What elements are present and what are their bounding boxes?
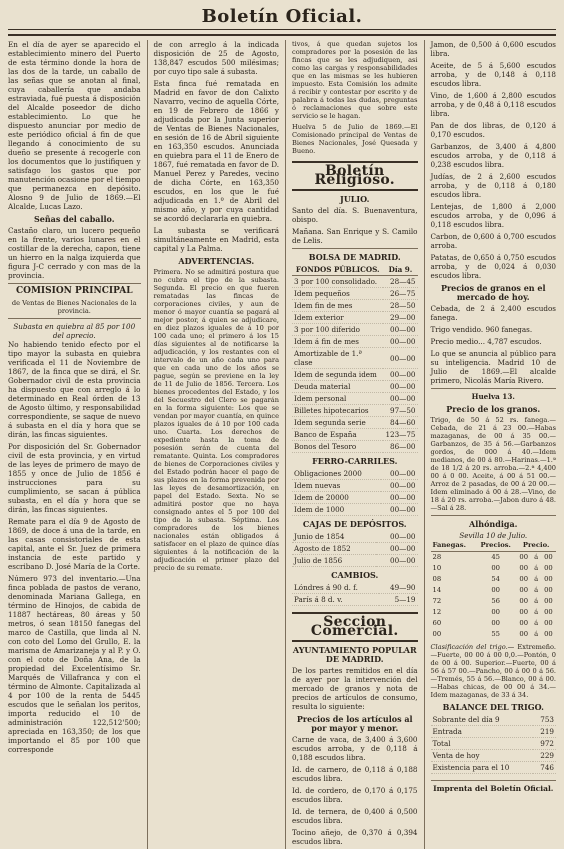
column-4 xyxy=(424,40,557,849)
table-row xyxy=(431,726,557,738)
trigo-title: Precio de los granos. xyxy=(446,404,541,414)
fondos-table xyxy=(292,264,418,453)
cell: 28 xyxy=(432,553,442,561)
price-line: Garbanzos, de 3,400 á 4,800 escudos arroba, y de 0,118 á 0,238 escudos libra. xyxy=(430,142,556,169)
divider xyxy=(8,318,141,319)
cell: 00 xyxy=(544,586,553,594)
cell: 29—00 xyxy=(383,312,417,324)
cell: 3 por 100 diferido xyxy=(292,324,383,336)
table-row xyxy=(292,417,418,429)
cell: Idem pequeños xyxy=(292,288,383,300)
price-line: Lentejas, de 1,800 á 2,000 escudos arroba, y de 0,096 á 0,118 escudos libra. xyxy=(430,202,556,229)
cell: 00 xyxy=(544,575,553,583)
table-row xyxy=(292,429,418,441)
cell: Bonos del Tesoro xyxy=(292,441,383,453)
alhondiga-title: Alhóndiga. xyxy=(469,519,518,529)
col2-p3: La subasta se verificará simultáneamente en Madrid, esta capital y La Palma. xyxy=(153,226,279,253)
cell: 60 xyxy=(432,619,442,627)
cell: Idem de 20000 xyxy=(292,492,381,504)
cell: 00—00 xyxy=(376,555,417,567)
col-head: Precio. xyxy=(516,540,556,552)
table-row xyxy=(431,563,557,574)
manana: Mañana. San Enrique y S. Camilo de Lelis. xyxy=(292,227,418,245)
cell: 84—60 xyxy=(383,417,417,429)
ferro-title: FERRO-CARRILES. xyxy=(312,456,398,466)
column-3 xyxy=(285,40,418,849)
cell: Idem segunda serie xyxy=(292,417,383,429)
price-line: Aceite, de 5 á 5,600 escudos arroba, y de 0,148 á 0,118 escudos libra. xyxy=(430,61,556,88)
price-line: Pan de dos libras, de 0,120 á 0,170 escudos. xyxy=(430,121,556,139)
cell: Amortizable de 1.ª clase xyxy=(292,348,383,369)
julio-title: JULIO. xyxy=(340,194,370,204)
clasificacion-title: Clasificación del trigo.— xyxy=(430,643,515,651)
col-head: Fanegas. xyxy=(431,540,476,552)
col2-p2: Esta finca fué rematada en Madrid en favor de don Calixto Navarro, vecino de aquella Córte, en 19 de Febrero de 1866 y adjudicada por la Junta superior de Ventas de Bienes Nacionales, en sesión de 16 de Abril siguiente en 163,350 escudos. Anunciada en quiebra para el 11 de Enero de 1867, fué rematada en favor de D. Manuel Perez y Paredes, vecino de dicha Córte, en 163,350 escudos, en los que le fué adjudicada en 1.º de Abril del mismo año, y por cuya cantidad se acordó declararla en quiebra. xyxy=(153,79,279,223)
cell: París á 8 d. v. xyxy=(292,594,379,606)
cell: 56 xyxy=(491,597,501,605)
comercial-box xyxy=(292,612,418,642)
cell: 746 xyxy=(533,762,556,774)
fondos-header-day: Día 9. xyxy=(383,264,417,276)
cell: 55 xyxy=(491,630,501,638)
cell: 753 xyxy=(533,714,556,726)
cell: 229 xyxy=(533,750,556,762)
cell: 00—00 xyxy=(383,336,417,348)
cell: 97—50 xyxy=(383,405,417,417)
table-row xyxy=(431,574,557,585)
comision-title: COMISION PRINCIPAL xyxy=(15,286,133,296)
cell: 00 xyxy=(544,564,553,572)
advertencias-body: Primera. No se admitirá postura que no cubra el tipo de la subasta. Segunda. El precio en que fueren rematadas las fincas de corporaciones civiles, y aun de menor ó mayor cuantía se pagará al mejor postor, á quien se adjudicare, en diez plazos iguales de á 10 por 100 cada uno; el primero á los 15 días siguientes al de notificarse la adjudicación, y los restantes con el intervalo de un año cada uno para que en cada uno de los años se pague, según se previene en la ley de 11 de Julio de 1856. Tercera. Los bienes procedentes del Estado, y los del Secuestro del Clero se pagarán en la forma siguiente: Los que se vendan por mayor cuantía, en quince plazos iguales de á 10 por 100 cada uno. Cuarta. Los derechos de expediente hasta la toma de posesión serán de cuenta del rematante. Quinta. Los compradores de bienes de Corporaciones civiles y del Estado podrán hacer el pago de sus plazos en la forma prevenida por las leyes de desamortización, en papel del Estado. Sexta. No se admitirá postor que no haya consignado antes el 5 por 100 del tipo de la subasta. Séptima. Los compradores de los bienes nacionales están obligados á satisfacer en el plazo de quince días siguientes á la notificación de la adjudicación el primer plazo del precio de su remate. xyxy=(153,268,279,572)
comision-subtitle: de Ventas de Bienes Nacionales de la provincia. xyxy=(11,299,137,315)
cell: Idem fin de mes xyxy=(292,300,383,312)
table-row xyxy=(292,468,418,480)
table-row xyxy=(292,594,418,606)
cell: á xyxy=(534,608,539,616)
cell: 00—00 xyxy=(383,324,417,336)
cell: 00 xyxy=(544,553,553,561)
balance-table xyxy=(431,714,557,774)
alhondiga-table xyxy=(431,540,557,640)
table-row xyxy=(292,543,418,555)
cell: Julio de 1856 xyxy=(292,555,376,567)
cell: á xyxy=(534,564,539,572)
cell: 00 xyxy=(491,619,501,627)
cell: Idem nuevas xyxy=(292,480,381,492)
cell: 86—00 xyxy=(383,441,417,453)
col2-p1: de con arreglo á la indicada disposición de 25 de Agosto, 138,847 escudos 500 milésimas; por cuyo tipo sale á subasta. xyxy=(153,40,279,76)
cell: 00 xyxy=(544,630,553,638)
cell: Idem exterior xyxy=(292,312,383,324)
cell: 00 xyxy=(519,553,529,561)
cell: á xyxy=(534,619,539,627)
advertencias-title: ADVERTENCIAS. xyxy=(178,256,255,266)
cell: 28—45 xyxy=(383,276,417,288)
table-row xyxy=(292,300,418,312)
cell: 00—00 xyxy=(381,492,418,504)
religioso-box xyxy=(292,161,418,191)
table-row xyxy=(292,393,418,405)
price-cordero: Id. de cordero, de 0,170 á 0,175 escudos libra. xyxy=(292,786,418,804)
cell: Junio de 1854 xyxy=(292,531,376,543)
clasificacion xyxy=(431,643,557,699)
cell: 14 xyxy=(432,586,442,594)
subasta-body-2: Por disposición del Sr. Gobernador civil de esta provincia, y en virtud de las leyes de primero de mayo de 1855 y once de Julio de 1856 é instrucciones para su cumplimiento, se sacan á pública subasta, en el día y hora que se dirán, las fincas siguientes. xyxy=(8,442,141,514)
cell: 72 xyxy=(432,597,442,605)
cell: Total xyxy=(431,738,534,750)
masthead xyxy=(8,6,556,36)
cambios-title: CAMBIOS. xyxy=(331,570,379,580)
table-row xyxy=(292,312,418,324)
col-head: Precios. xyxy=(475,540,516,552)
cell: Idem de segunda idem xyxy=(292,369,383,381)
price-carnero: Id. de carnero, de 0,118 á 0,188 escudos libra. xyxy=(292,765,418,783)
precio-medio: Precio medio... 4,787 escudos. xyxy=(430,337,542,346)
santo-del-dia: Santo del día. S. Buenaventura, obispo. xyxy=(292,206,418,224)
huelva-date: Huelva 13. xyxy=(471,392,515,401)
cell: Agosto de 1852 xyxy=(292,543,376,555)
cell: 00—00 xyxy=(376,543,417,555)
religioso-title: Boletín Religioso. xyxy=(314,163,395,188)
cell: 49—90 xyxy=(379,582,417,594)
cambios-table xyxy=(292,582,418,606)
cell: á xyxy=(534,630,539,638)
price-line: Patatas, de 0,650 á 0,750 escudos arroba, y de 0,024 á 0,030 escudos libra. xyxy=(430,253,556,280)
fondos-header-name: FONDOS PÚBLICOS. xyxy=(292,264,383,276)
trigo-vendido: Trigo vendido. 960 fanegas. xyxy=(430,325,533,334)
cell: á xyxy=(534,575,539,583)
cell: 00 xyxy=(544,619,553,627)
cell: Billetes hipotecarios xyxy=(292,405,383,417)
masthead-title: Boletín Oficial. xyxy=(201,6,363,27)
table-row xyxy=(292,288,418,300)
cell: 00 xyxy=(491,608,501,616)
cell: 00—00 xyxy=(383,369,417,381)
cell: 00 xyxy=(519,586,529,594)
cell: 00—00 xyxy=(376,531,417,543)
table-row xyxy=(431,596,557,607)
table-row xyxy=(431,607,557,618)
price-tocino: Tocino añejo, de 0,370 á 0,394 escudos libra. xyxy=(292,828,418,846)
cell: Existencia para el 10 xyxy=(431,762,534,774)
table-row xyxy=(292,369,418,381)
cebada-line: Cebada, de 2 á 2,400 escudos fanega. xyxy=(430,304,556,322)
ayto-title: AYUNTAMIENTO POPULAR DE MADRID. xyxy=(292,645,417,664)
table-row xyxy=(292,381,418,393)
cell: 5—19 xyxy=(379,594,417,606)
subasta-body-3: Remate para el día 9 de Agosto de 1869, de doce á una de la tarde, en las casas consistoriales de esta capital, ante el Sr. Juez de primera instancia de este partido y escribano D. José María de la Corte. xyxy=(8,517,141,571)
cell: Entrada xyxy=(431,726,534,738)
table-row xyxy=(292,480,418,492)
balance-title: BALANCE DEL TRIGO. xyxy=(442,702,544,712)
cell: á xyxy=(534,586,539,594)
notice-horse: En el día de ayer se aparecido el establecimiento minero del Puerto de esta término donde la hora de las dos de la tarde, un caballo de las señas que se anotan al final, cuya caballería que andaba estraviada, fué puesta á disposición del Alcalde poseedor de dicho establecimiento. Lo que he dispuesto anunciar por medio de este periódico oficial á fin de que llegando á conocimiento de su dueño se presente á recogerle con los documentos que lo justifiquen y satisfago los gastos que por manutención ocasione por el tiempo que permanezca en depósito. Alosno 9 de Julio de 1869.—El Alcalde, Lucas Lazo. xyxy=(8,40,141,211)
table-row xyxy=(292,276,418,288)
cell: 00 xyxy=(544,608,553,616)
ayto-text: De los partes remitidos en el día de ayer por la intervención del mercado de granos y nota de precios de artículos de consumo, resulta lo siguiente: xyxy=(292,666,418,711)
price-ternera: Id. de ternera, de 0,400 á 0,500 escudos libra. xyxy=(292,807,418,825)
price-carne: Carne de vaca, de 3,400 á 3,600 escudos arroba, y de 0,118 á 0,188 escudos libra. xyxy=(292,735,418,762)
cell: 00 xyxy=(519,575,529,583)
table-row xyxy=(431,750,557,762)
table-row xyxy=(431,585,557,596)
cell: 00—00 xyxy=(383,393,417,405)
column-1 xyxy=(8,40,141,849)
trigo-paragraph: Trigo, de 50 á 52 rs. fanega.—Cebada, de 21 á 23 00.—Habas mazaganas, de 00 á 35 00.—Garbanzos, de 35 á 56.—Garbanzos gordos, de 000 á 40.—Idem medianos, de 00 á 80.—Harinas.—1.ª de 18 1/2 á 20 rs. arroba.—2.ª 4,400 00 á 0 00. Aceite, á 00 á 51 00.—Arroz de 2 pasadas, de 00 á 20 00.—Idem eliminado á 00 á 28.—Vino, de 18 á 20 rs. arroba.—Jabon duro á 48.—Sal á 28. xyxy=(430,416,556,512)
cell: 972 xyxy=(533,738,556,750)
table-row xyxy=(292,492,418,504)
table-row xyxy=(292,324,418,336)
table-row xyxy=(431,762,557,774)
table-row xyxy=(292,405,418,417)
table-row xyxy=(431,552,557,564)
bolsa-title: BOLSA DE MADRID. xyxy=(308,252,401,262)
cell: Lóndres á 90 d. f. xyxy=(292,582,379,594)
table-row xyxy=(292,348,418,369)
cell: 08 xyxy=(432,575,442,583)
cell: 00 xyxy=(519,564,529,572)
column-2 xyxy=(147,40,280,849)
table-row xyxy=(292,531,418,543)
table-row xyxy=(431,714,557,726)
cell: 54 xyxy=(491,575,501,583)
comercial-title: Seccion Comercial. xyxy=(310,614,399,639)
table-row xyxy=(292,336,418,348)
cell: 123—75 xyxy=(385,430,416,439)
cell: á xyxy=(534,553,539,561)
sevilla-date: Sevilla 10 de Julio. xyxy=(459,531,528,540)
cell: Sobrante del día 9 xyxy=(431,714,534,726)
cell: á xyxy=(534,597,539,605)
cell: 219 xyxy=(533,726,556,738)
columns xyxy=(8,40,556,849)
clasificacion-body: Extremeño.—Fuerte, 00 00 á 00 0,0.—Pontón, 0 de 00 á 00. Superior.—Fuerte, 00 á 56 á 57 00.—Pancho, 00 á 00 0 á 56.—Tremés, 55 á 56.—Blanco, 00 á 00.—Habas chicas, de 00 00 á 34.—Idem mazaganas, de 33 á 34. xyxy=(430,643,556,699)
cell: Obligaciones 2000 xyxy=(292,468,381,480)
table-row xyxy=(292,582,418,594)
cell: Banco de España xyxy=(292,429,383,441)
cell: Idem de 1000 xyxy=(292,504,381,516)
cell: Idem personal xyxy=(292,393,383,405)
horse-features-title: Señas del caballo. xyxy=(33,214,115,224)
cell: 28—50 xyxy=(383,300,417,312)
price-line: Judías, de 2 á 2,600 escudos arroba, y de 0,118 á 0,180 escudos libra. xyxy=(430,172,556,199)
cell: 45 xyxy=(491,553,501,561)
ferro-table xyxy=(292,468,418,516)
imprint: Imprenta del Boletín Oficial. xyxy=(431,780,557,793)
col3-p2: Huelva 5 de Julio de 1869.—El Comisionado principal de Ventas de Bienes Nacionales, José Quesada y Bueno. xyxy=(292,123,418,155)
cell: 00 xyxy=(491,586,501,594)
cell: 26—75 xyxy=(383,288,417,300)
cell: 00—00 xyxy=(381,480,418,492)
cell: 00—00 xyxy=(381,468,418,480)
divider xyxy=(292,248,418,249)
cajas-title: CAJAS DE DEPÓSITOS. xyxy=(302,519,407,529)
price-line: Jamon, de 0,500 á 0,600 escudos libra. xyxy=(430,40,556,58)
subasta-body-1: No habiendo tenido efecto por el tipo mayor la subasta en quiebra verificada el 11 de Noviembre de 1867, de la finca que se dirá, el Sr. Gobernador civil de esta provincia ha dispuesto que con arreglo á lo determinado en Real órden de 13 de Agosto último, y responsabilidad correspondiente, se saque de nuevo á subasta en el día y hora que se dirán, las fincas siguientes. xyxy=(8,340,141,439)
divider xyxy=(8,283,141,284)
table-row xyxy=(431,738,557,750)
price-line: Carbon, de 0,600 á 0,700 escudos arroba. xyxy=(430,232,556,250)
table-row xyxy=(292,555,418,567)
precios-title: Precios de los artículos al por mayor y menor. xyxy=(296,714,413,733)
subasta-body-4: Número 973 del inventario.—Una finca poblada de pastos de verano, denominada Mariana Gallega, en término de Hinojos, de cabida de 11887 hectáreas, 80 áreas y 50 metros, ó sean 18150 fanegas del marco de Castilla, que linda al N. con coto del Lomo del Grullo, E. la marisma de Amarizaneja y al P. y O. con el coto de Doña Ana, de la propiedad del Excelentísimo Sr. Marqués de Villafranca y con el término de Almonte. Capitalizada al 4 por 100 de la renta de 5445 escudos que le señalan los peritos, importa reducido el 10 de administración 122,512'500; apreciada en 163,350; de los que importando el 85 por 100 que corresponde xyxy=(8,574,141,754)
table-row xyxy=(292,441,418,453)
granos-title: Precios de granos en el mercado de hoy. xyxy=(440,283,546,302)
cell: 00 xyxy=(544,597,553,605)
cell: 00 xyxy=(519,619,529,627)
cell: 00—00 xyxy=(381,504,418,516)
cell: 10 xyxy=(432,564,442,572)
table-row xyxy=(431,618,557,629)
cell: 00—00 xyxy=(383,381,417,393)
divider xyxy=(431,388,557,389)
cell: Venta de hoy xyxy=(431,750,534,762)
price-line: Vino, de 1,600 á 2,800 escudos arroba, y de 0,48 á 0,118 escudos libra. xyxy=(430,91,556,118)
divider xyxy=(431,515,557,516)
cell: 00 xyxy=(519,608,529,616)
horse-features: Castaño claro, un lucero pequeño en la frente, varios lunares en el costillar de la derecha, capon, tiene un hierro en la nalga izquierda que figura J-C cerrado y con mas de la provincia. xyxy=(8,226,141,280)
cell: 12 xyxy=(432,608,442,616)
cell: 00 xyxy=(519,597,529,605)
cell: 00 xyxy=(519,630,529,638)
cell: 00 xyxy=(491,564,501,572)
col3-p1: tivos, á que quedan sujetos los compradores por la posesión de las fincas que se les adjudiquen, asi como las cargas y responsabilidades que en las mismas se les hubieren impuesto. Esta Comisión los admite á recibir y contestar por escrito y de palabra á todas las dudas, preguntas ó reclamaciones que sobre este servicio se le hagan. xyxy=(292,40,418,120)
madrid-close: Lo que se anuncia al público para su inteligencia. Madrid 10 de Julio de 1869.—El alcalde primero, Nicolás María Rivero. xyxy=(430,349,556,385)
subasta-title: Subasta en quiebra al 85 por 100 del aprecio. xyxy=(13,322,136,340)
cell: Idem á fin de mes xyxy=(292,336,383,348)
cajas-table xyxy=(292,531,418,567)
cell: 00 xyxy=(432,630,442,638)
table-row xyxy=(292,504,418,516)
masthead-rule xyxy=(8,29,556,30)
table-row xyxy=(431,629,557,640)
cell: Deuda material xyxy=(292,381,383,393)
cell: 3 por 100 consolidado. xyxy=(292,276,383,288)
cell: 00—00 xyxy=(383,348,417,369)
